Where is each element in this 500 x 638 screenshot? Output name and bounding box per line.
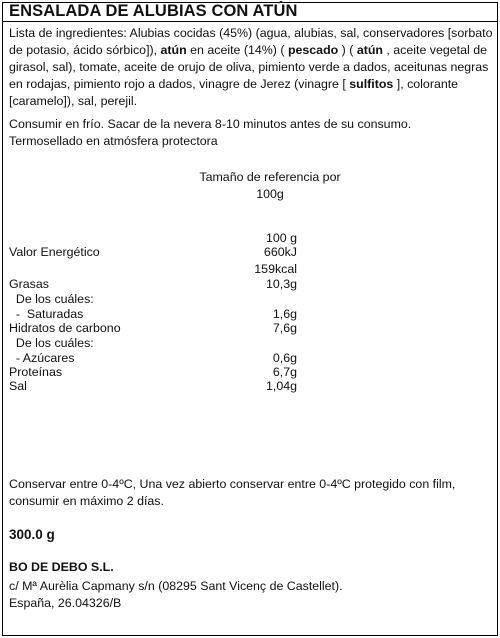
nutrient-value-carbs: 7,6g — [272, 321, 297, 335]
nutrient-label-sugars: - Azúcares — [9, 351, 75, 365]
consumption-line: Consumir en frío. Sacar de la nevera 8-10 minutos antes de su consumo. — [9, 117, 412, 131]
allergen-highlight: atún — [160, 43, 187, 57]
company-name: BO DE DEBO S.L. — [9, 560, 114, 574]
registry-line: España, 26.04326/B — [9, 596, 122, 610]
allergen-highlight: sulfitos — [349, 77, 394, 91]
net-weight: 300.0 g — [9, 527, 55, 542]
energy-label: Valor Energético — [9, 245, 100, 259]
company-address — [9, 578, 493, 612]
nutrient-label-protein: Proteínas — [9, 365, 63, 379]
nutrient-label-salt: Sal — [9, 379, 27, 393]
nutrient-label-fat: Grasas — [9, 277, 49, 291]
ingredient-text: en aceite (14%) ( — [186, 43, 288, 57]
ingredient-text: , aceite vegetal de girasol, sal), tomate, aceite de orujo de oliva, pimiento verde a dados, aceitunas negras en rodajas, pimiento rojo a dados, vinagre de Jerez (vinagre [ — [9, 43, 489, 91]
address-line: c/ Mª Aurèlia Capmany s/n (08295 Sant Vicenç de Castellet). — [9, 579, 343, 593]
ingredients-list — [9, 25, 493, 110]
packaging-line: Termosellado en atmósfera protectora — [9, 134, 218, 148]
ingredient-text: ) ( — [338, 43, 357, 57]
nutrient-value-protein: 6,7g — [272, 365, 297, 379]
storage-instructions: Conservar entre 0-4ºC, Una vez abierto conservar entre 0-4ºC protegido con film, consumir en máximo 2 días. — [9, 477, 456, 508]
reference-size-unit: 100g — [256, 187, 284, 201]
nutrient-value-salt: 1,04g — [265, 379, 297, 393]
nutrient-label-carbs: Hidratos de carbono — [9, 321, 121, 335]
column-header: 100 g — [265, 231, 297, 245]
nutrient-value-sugars: 0,6g — [272, 351, 297, 365]
title-divider — [3, 21, 497, 22]
energy-kj: 660kJ — [263, 245, 297, 259]
ingredient-text: ], colorante [caramelo]), sal, perejil. — [9, 77, 459, 108]
consumption-instructions — [9, 116, 493, 150]
allergen-highlight: pescado — [287, 43, 339, 57]
nutrient-sublabel: De los cuáles: — [9, 336, 94, 350]
nutrient-label-saturated: - Saturadas — [9, 307, 84, 321]
nutrient-value-fat: 10,3g — [265, 277, 297, 291]
product-title: ENSALADA DE ALUBIAS CON ATÚN — [9, 2, 298, 20]
allergen-highlight: atún — [356, 43, 383, 57]
nutrient-sublabel: De los cuáles: — [9, 292, 94, 306]
ingredient-text: Lista de ingredientes: Alubias cocidas (45%) (agua, alubias, sal, conservadores [sorbato de potasio, ácido sórbico]), — [9, 26, 493, 57]
nutrient-value-saturated: 1,6g — [272, 307, 297, 321]
reference-size-header: Tamaño de referencia por — [199, 170, 341, 184]
energy-kcal: 159kcal — [254, 262, 297, 276]
